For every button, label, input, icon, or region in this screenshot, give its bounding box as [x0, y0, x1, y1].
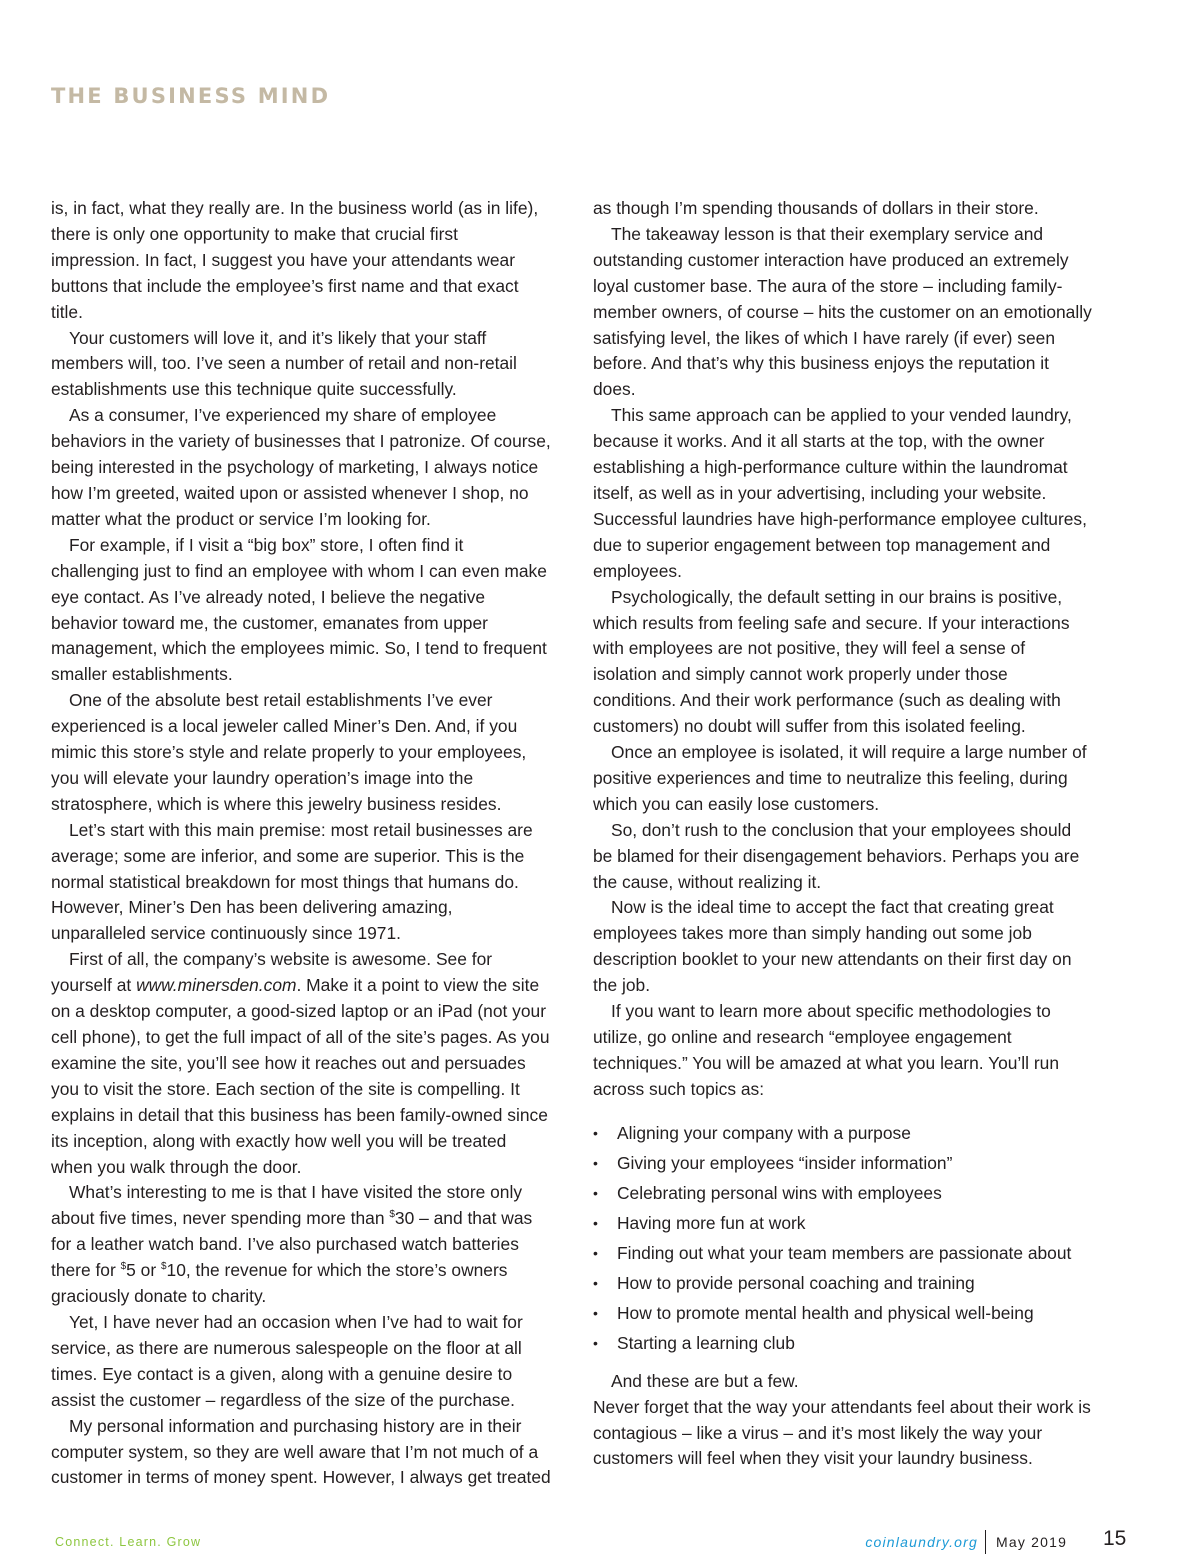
list-item-text: Celebrating personal wins with employees — [617, 1182, 942, 1203]
right-column — [593, 196, 1093, 1472]
paragraph: As a consumer, I’ve experienced my share of employee behaviors in the variety of businesses that I patronize. Of course, being interested in the psychology of marketing, I always notice how I’m greeted, waited upon or assisted whenever I shop, no matter what the product or service I’m looking for. — [51, 405, 551, 529]
paragraph-text: 30 – and that was for a leather watch band. I’ve also purchased watch batteries there for — [51, 1208, 533, 1281]
bullet-icon: • — [593, 1304, 598, 1321]
list-item — [593, 1208, 1093, 1238]
bullet-icon: • — [593, 1184, 598, 1201]
section-title: THE BUSINESS MIND — [51, 84, 331, 108]
list-item — [593, 1238, 1093, 1268]
paragraph: Psychologically, the default setting in our brains is positive, which results from feeling safe and secure. If your interactions with employees are not positive, they will feel a sense of isolation and simply cannot work properly under those conditions. And their work performance (such as dealing with customers) no doubt will suffer from this isolated feeling. — [593, 586, 1070, 737]
paragraph-text: . Make it a point to view the site on a desktop computer, a good-sized laptop or an iPad (not your cell phone), to get the full impact of all of the site’s pages. As you examine the site, you’ll see how it reaches out and persuades you to visit the store. Each section of the site is compelling. It explains in detail that this business has been family-owned since its inception, along with exactly how well you will be treated when you walk through the door. — [51, 975, 550, 1177]
list-item-text: Starting a learning club — [617, 1332, 795, 1353]
paragraph: One of the absolute best retail establishments I’ve ever experienced is a local jeweler called Miner’s Den. And, if you mimic this store’s style and relate properly to your employees, you will elevate your laundry operation’s image into the stratosphere, which is where this jewelry business resides. — [51, 690, 527, 814]
paragraph: The takeaway lesson is that their exemplary service and outstanding customer interaction have produced an extremely loyal customer base. The aura of the store – including family-member owners, of course – hits the customer on an emotionally satisfying level, the likes of which I have rarely (if ever) seen before. And that’s why this business enjoys the reputation it does. — [593, 223, 1092, 400]
currency-symbol: $ — [120, 1261, 127, 1273]
list-item-text: Giving your employees “insider information” — [617, 1152, 953, 1173]
paragraph: Let’s start with this main premise: most retail businesses are average; some are inferior, and some are superior. This is the normal statistical breakdown for most things that humans do. However, Miner’s Den has been delivering amazing, unparalleled service continuously since 1971. — [51, 819, 533, 944]
paragraph: Yet, I have never had an occasion when I’ve had to wait for service, as there are numerous salespeople on the floor at all times. Eye contact is a given, along with a genuine desire to assist the customer – regardless of the size of the purchase. — [51, 1311, 523, 1410]
paragraph: Once an employee is isolated, it will require a large number of positive experiences and time to neutralize this feeling, during which you can easily lose customers. — [593, 742, 1087, 814]
bullet-icon: • — [593, 1244, 598, 1261]
paragraph-text: 5 or — [126, 1260, 161, 1281]
paragraph-text: First of all, the company’s website is awesome. See for yourself at — [51, 949, 493, 996]
paragraph: So, don’t rush to the conclusion that your employees should be blamed for their disengagement behaviors. Perhaps you are the cause, without realizing it. — [593, 819, 1080, 892]
paragraph: is, in fact, what they really are. In the business world (as in life), there is only one opportunity to make that crucial first impression. In fact, I suggest you have your attendants wear buttons that include the employee’s first name and that exact title. — [51, 198, 539, 322]
list-item-text: Finding out what your team members are passionate about — [617, 1242, 1072, 1263]
list-item — [593, 1118, 1093, 1148]
bullet-icon: • — [593, 1124, 598, 1141]
page-number: 15 — [1103, 1527, 1127, 1550]
paragraph: My personal information and purchasing history are in their computer system, so they are well aware that I’m not much of a customer in terms of money spent. However, I always get treated — [51, 1415, 551, 1488]
bullet-icon: • — [593, 1214, 598, 1231]
footer-website-link[interactable]: coinlaundry.org — [865, 1534, 978, 1550]
footer-tagline: Connect. Learn. Grow — [55, 1535, 202, 1549]
paragraph — [51, 1180, 551, 1310]
footer-divider — [985, 1530, 986, 1554]
paragraph: Never forget that the way your attendants feel about their work is contagious – like a virus – and it’s most likely the way your customers will feel when they visit your laundry business. — [593, 1396, 1091, 1469]
list-item — [593, 1178, 1093, 1208]
footer-date: May 2019 — [996, 1534, 1068, 1550]
bullet-icon: • — [593, 1154, 598, 1171]
bullet-icon: • — [593, 1274, 598, 1291]
list-item — [593, 1328, 1093, 1358]
paragraph: For example, if I visit a “big box” store, I often find it challenging just to find an employee with whom I can even make eye contact. As I’ve already noted, I believe the negative behavior toward me, the customer, emanates from upper management, which the employees mimic. So, I tend to frequent smaller establishments. — [51, 534, 547, 685]
currency-symbol: $ — [160, 1261, 167, 1273]
bullet-icon: • — [593, 1334, 598, 1351]
paragraph: Your customers will love it, and it’s likely that your staff members will, too. I’ve seen a number of retail and non-retail establishments use this technique quite successfully. — [51, 327, 517, 400]
list-item-text: Having more fun at work — [617, 1212, 806, 1233]
paragraph: And these are but a few. — [611, 1370, 799, 1391]
paragraph: as though I’m spending thousands of dollars in their store. — [593, 198, 1039, 218]
list-item-text: How to promote mental health and physical well-being — [617, 1302, 1034, 1323]
list-item-text: Aligning your company with a purpose — [617, 1122, 911, 1143]
currency-symbol: $ — [389, 1209, 395, 1221]
list-item-text: How to provide personal coaching and training — [617, 1272, 975, 1293]
paragraph-text: 10, the revenue for which the store’s owners graciously donate to charity. — [51, 1260, 508, 1307]
list-item — [593, 1298, 1093, 1328]
list-item — [593, 1268, 1093, 1298]
website-link[interactable]: www.minersden.com — [136, 975, 297, 996]
paragraph: This same approach can be applied to your vended laundry, because it works. And it all starts at the top, with the owner establishing a high-performance culture within the laundromat itself, as well as in your advertising, including your website. Successful laundries have high-performance employee cultures, due to superior engagement between top management and employees. — [593, 405, 1087, 581]
paragraph-text: What’s interesting to me is that I have visited the store only about five times, never spending more than — [51, 1182, 523, 1229]
topics-list — [593, 1118, 1093, 1358]
paragraph: If you want to learn more about specific methodologies to utilize, go online and research “employee engagement techniques.” You will be amazed at what you learn. You’ll run across such topics as: — [593, 1001, 1059, 1099]
left-column — [51, 196, 551, 1491]
list-item — [593, 1148, 1093, 1178]
paragraph: Now is the ideal time to accept the fact that creating great employees takes more than simply handing out some job description booklet to your new attendants on their first day on the job. — [593, 897, 1072, 996]
paragraph — [51, 947, 551, 1180]
